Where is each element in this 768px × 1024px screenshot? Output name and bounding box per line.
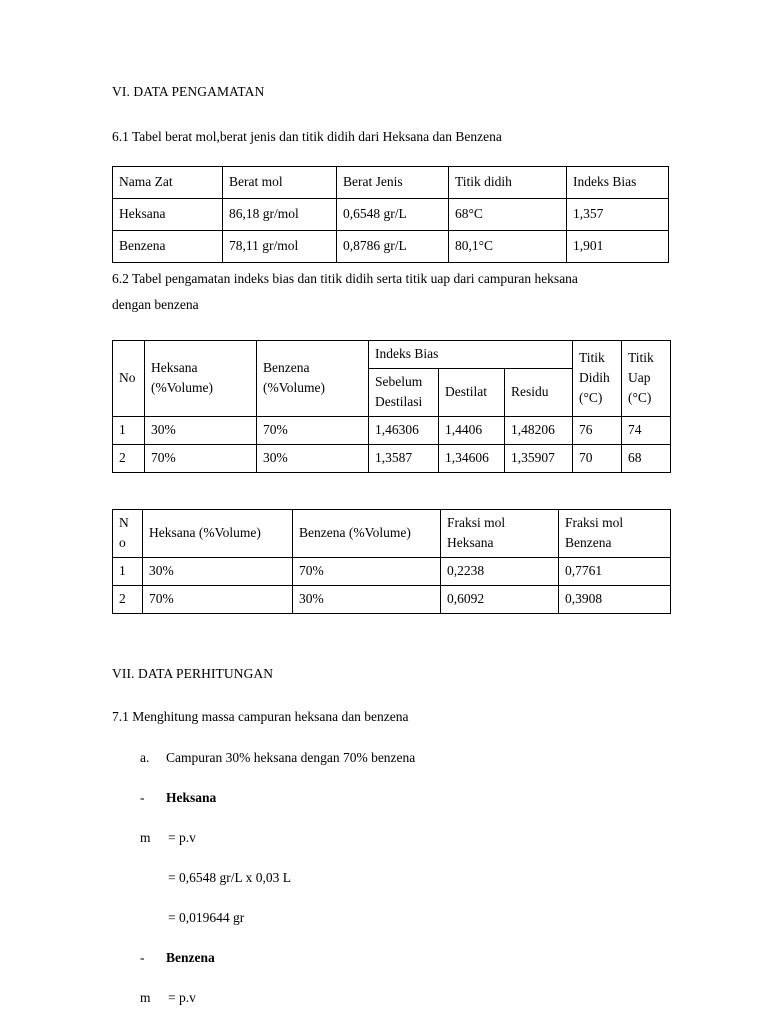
cell-fraksi-mol-heksana: 0,6092 [441, 586, 559, 614]
col-header-heksana-line1: Heksana [151, 360, 198, 375]
cell-no: 1 [113, 558, 143, 586]
list-item-heksana [140, 788, 668, 808]
spacer [112, 614, 668, 640]
list-item-a [140, 748, 668, 768]
cell-benzena-volume: 30% [293, 586, 441, 614]
cell-residu: 1,48206 [505, 417, 573, 445]
equation-heksana-1-text: = p.v [168, 830, 196, 845]
col-header-destilat: Destilat [439, 369, 505, 417]
table-row [113, 445, 671, 473]
list-marker-dash: - [140, 790, 145, 805]
col-header-no-line1: N [119, 515, 129, 530]
cell-nama-zat: Benzena [113, 231, 223, 263]
table-row [113, 199, 669, 231]
table-header-row [113, 510, 671, 558]
col-header-berat-mol: Berat mol [223, 167, 337, 199]
cell-titik-uap: 68 [622, 445, 671, 473]
cell-heksana-volume: 30% [145, 417, 257, 445]
col-header-sebelum-line1: Sebelum [375, 374, 423, 389]
table-berat-mol [112, 166, 669, 263]
cell-benzena-volume: 70% [257, 417, 369, 445]
col-header-titik-didih [573, 341, 622, 417]
col-header-titik-uap [622, 341, 671, 417]
cell-heksana-volume: 30% [143, 558, 293, 586]
cell-sebelum-destilasi: 1,3587 [369, 445, 439, 473]
cell-fraksi-mol-benzena: 0,7761 [559, 558, 671, 586]
cell-sebelum-destilasi: 1,46306 [369, 417, 439, 445]
col-header-nama-zat: Nama Zat [113, 167, 223, 199]
col-header-fraksi-benzena-line2: Benzena [565, 535, 612, 550]
cell-destilat: 1,4406 [439, 417, 505, 445]
caption-6-1: 6.1 Tabel berat mol,berat jenis dan titik didih dari Heksana dan Benzena [112, 129, 502, 144]
col-header-fraksi-heksana-line1: Fraksi mol [447, 515, 506, 530]
equation-label-m: m [140, 990, 151, 1005]
col-header-titik-didih-line1: Titik [579, 350, 605, 365]
equation-benzena-1-text: = p.v [168, 990, 196, 1005]
col-header-titik-uap-line2: Uap [628, 370, 651, 385]
col-header-sebelum-line2: Destilasi [375, 394, 423, 409]
cell-nama-zat: Heksana [113, 199, 223, 231]
cell-heksana-volume: 70% [145, 445, 257, 473]
cell-no: 2 [113, 586, 143, 614]
caption-6-2-line1: 6.2 Tabel pengamatan indeks bias dan titik didih serta titik uap dari campuran heksana [112, 271, 578, 286]
cell-berat-jenis: 0,6548 gr/L [337, 199, 449, 231]
cell-destilat: 1,34606 [439, 445, 505, 473]
list-item-benzena [140, 948, 668, 968]
col-header-no-line2: o [119, 535, 126, 550]
cell-titik-didih: 70 [573, 445, 622, 473]
cell-titik-didih: 68°C [449, 199, 567, 231]
col-header-benzena-volume: Benzena (%Volume) [293, 510, 441, 558]
table-header-row [113, 167, 669, 199]
label-heksana: Heksana [166, 790, 217, 805]
cell-fraksi-mol-heksana: 0,2238 [441, 558, 559, 586]
col-header-residu: Residu [505, 369, 573, 417]
col-header-heksana-line2: (%Volume) [151, 380, 213, 395]
caption-7-1: 7.1 Menghitung massa campuran heksana dan benzena [112, 709, 409, 724]
col-header-no [113, 510, 143, 558]
cell-residu: 1,35907 [505, 445, 573, 473]
table-fraksi-mol [112, 509, 671, 614]
cell-titik-didih: 76 [573, 417, 622, 445]
col-header-indeks-bias-group: Indeks Bias [369, 341, 573, 369]
col-header-benzena-line1: Benzena [263, 360, 310, 375]
equation-label-m: m [140, 830, 151, 845]
equation-heksana-3: = 0,019644 gr [168, 910, 245, 925]
col-header-titik-didih-line2: Didih [579, 370, 610, 385]
equation-heksana-1 [140, 828, 668, 848]
cell-titik-uap: 74 [622, 417, 671, 445]
col-header-titik-didih-line3: (°C) [579, 390, 603, 405]
col-header-benzena-line2: (%Volume) [263, 380, 325, 395]
cell-titik-didih: 80,1°C [449, 231, 567, 263]
cell-indeks-bias: 1,901 [567, 231, 669, 263]
table-indeks-bias [112, 340, 671, 473]
label-benzena: Benzena [166, 950, 215, 965]
list-item-a-text: Campuran 30% heksana dengan 70% benzena [166, 750, 416, 765]
cell-indeks-bias: 1,357 [567, 199, 669, 231]
table-row [113, 586, 671, 614]
cell-berat-mol: 86,18 gr/mol [223, 199, 337, 231]
caption-6-2-line2: dengan benzena [112, 297, 199, 312]
cell-no: 2 [113, 445, 145, 473]
table-header-row-1 [113, 341, 671, 369]
list-marker-a: a. [140, 750, 150, 765]
cell-no: 1 [113, 417, 145, 445]
cell-berat-mol: 78,11 gr/mol [223, 231, 337, 263]
section-heading-vi: VI. DATA PENGAMATAN [112, 84, 265, 99]
cell-benzena-volume: 30% [257, 445, 369, 473]
col-header-fraksi-benzena-line1: Fraksi mol [565, 515, 624, 530]
col-header-fraksi-mol-benzena [559, 510, 671, 558]
table-row [113, 558, 671, 586]
col-header-fraksi-heksana-line2: Heksana [447, 535, 494, 550]
col-header-titik-didih: Titik didih [449, 167, 567, 199]
list-marker-dash: - [140, 950, 145, 965]
cell-fraksi-mol-benzena: 0,3908 [559, 586, 671, 614]
col-header-heksana [145, 341, 257, 417]
col-header-benzena [257, 341, 369, 417]
col-header-sebelum-destilasi [369, 369, 439, 417]
equation-heksana-2: = 0,6548 gr/L x 0,03 L [168, 870, 291, 885]
col-header-indeks-bias: Indeks Bias [567, 167, 669, 199]
section-heading-vii: VII. DATA PERHITUNGAN [112, 666, 274, 681]
cell-berat-jenis: 0,8786 gr/L [337, 231, 449, 263]
col-header-no: No [113, 341, 145, 417]
col-header-berat-jenis: Berat Jenis [337, 167, 449, 199]
col-header-fraksi-mol-heksana [441, 510, 559, 558]
col-header-heksana-volume: Heksana (%Volume) [143, 510, 293, 558]
table-row [113, 417, 671, 445]
cell-benzena-volume: 70% [293, 558, 441, 586]
col-header-titik-uap-line1: Titik [628, 350, 654, 365]
equation-benzena-1 [140, 988, 668, 1008]
cell-heksana-volume: 70% [143, 586, 293, 614]
table-row [113, 231, 669, 263]
col-header-titik-uap-line3: (°C) [628, 390, 652, 405]
